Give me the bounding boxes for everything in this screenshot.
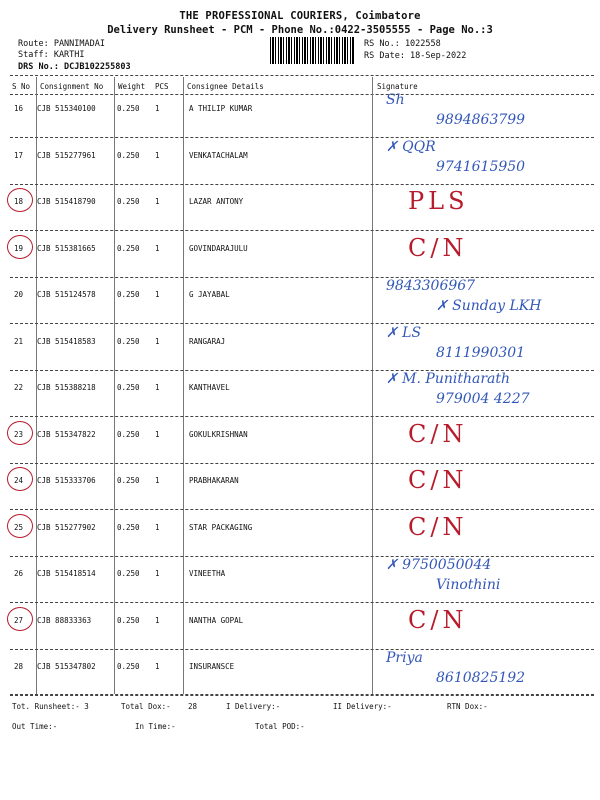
signature-cell xyxy=(378,555,593,599)
row-consignment-no: CJB 515418514 xyxy=(37,569,96,578)
row-sno: 16 xyxy=(14,104,24,113)
rs-date: RS Date: 18-Sep-2022 xyxy=(364,51,467,61)
handwritten-phone: Vinothini xyxy=(436,577,501,593)
row-sno: 17 xyxy=(14,150,24,160)
row-consignment-no: CJB 515418790 xyxy=(37,197,96,206)
out-time: Out Time:- xyxy=(12,722,58,731)
row-sno: 26 xyxy=(14,569,24,578)
handwritten-signature: ✗ LS xyxy=(386,324,422,341)
col-header-sno: S No xyxy=(12,82,31,91)
col-header-pcs: PCS xyxy=(155,82,169,91)
row-pcs: 1 xyxy=(155,569,160,578)
rs-number: RS No.: 1022558 xyxy=(364,39,441,49)
divider xyxy=(10,694,594,695)
row-weight: 0.250 xyxy=(117,197,140,206)
col-header-signature: Signature xyxy=(377,82,418,91)
signature-cell xyxy=(378,416,593,460)
row-pcs: 1 xyxy=(155,197,160,206)
row-sno: 18 xyxy=(14,197,24,206)
signature-cell xyxy=(378,462,593,506)
red-circle-mark xyxy=(7,235,33,259)
rtn-dox: RTN Dox:- xyxy=(447,702,488,711)
row-consignment-no: CJB 515418583 xyxy=(37,336,96,346)
signature-cell xyxy=(378,137,593,181)
company-title: THE PROFESSIONAL COURIERS, Coimbatore xyxy=(179,10,421,22)
row-consignee: LAZAR ANTONY xyxy=(189,197,244,206)
row-weight: 0.250 xyxy=(117,243,140,253)
handwritten-phone: 9741615950 xyxy=(436,158,526,175)
row-sno: 24 xyxy=(14,476,24,485)
row-sno: 22 xyxy=(14,383,24,392)
row-weight: 0.250 xyxy=(117,615,140,625)
row-sno: 20 xyxy=(14,290,24,299)
route: Route: PANNIMADAI xyxy=(18,39,105,49)
col-header-consignment: Consignment No xyxy=(40,82,104,91)
handwritten-phone: 979004 4227 xyxy=(436,391,530,407)
signature-cell xyxy=(378,183,593,227)
runsheet-subtitle: Delivery Runsheet - PCM - Phone No.:0422-3505555 - Page No.:3 xyxy=(107,24,493,36)
row-consignment-no: CJB 515277961 xyxy=(37,150,96,160)
row-weight: 0.250 xyxy=(117,476,140,485)
row-weight: 0.250 xyxy=(117,662,140,671)
handwritten-phone: 8610825192 xyxy=(436,670,526,686)
row-consignee: KANTHAVEL xyxy=(189,383,230,392)
red-circle-mark xyxy=(7,607,33,631)
handwritten-phone: 9894863799 xyxy=(436,112,526,128)
row-consignment-no: CJB 515347822 xyxy=(37,429,96,439)
total-dox-value: 28 xyxy=(188,702,198,711)
row-consignment-no: CJB 515340100 xyxy=(37,104,96,113)
handwritten-signature: C/N xyxy=(408,466,468,494)
row-consignee: RANGARAJ xyxy=(189,336,226,346)
row-sno: 19 xyxy=(14,243,24,253)
signature-cell xyxy=(378,509,593,553)
row-consignee: STAR PACKAGING xyxy=(189,522,253,532)
staff: Staff: KARTHI xyxy=(18,50,85,60)
row-pcs: 1 xyxy=(155,290,160,299)
signature-cell xyxy=(378,648,593,692)
row-consignment-no: CJB 515124578 xyxy=(37,290,96,299)
row-consignment-no: CJB 515333706 xyxy=(37,476,96,485)
row-consignment-no: CJB 515381665 xyxy=(37,243,96,253)
handwritten-signature: ✗ 9750050044 xyxy=(386,557,492,573)
row-sno: 25 xyxy=(14,522,24,532)
row-weight: 0.250 xyxy=(117,150,140,160)
table-row xyxy=(0,650,600,708)
row-consignee: G JAYABAL xyxy=(189,290,230,299)
row-consignee: GOKULKRISHNAN xyxy=(189,429,248,439)
tot-runsheet: Tot. Runsheet:- 3 xyxy=(12,702,89,711)
row-weight: 0.250 xyxy=(117,104,140,113)
row-consignee: VINEETHA xyxy=(189,569,226,578)
row-consignment-no: CJB 515388218 xyxy=(37,383,96,392)
red-circle-mark xyxy=(7,188,33,212)
row-consignee: NANTHA GOPAL xyxy=(189,615,244,625)
divider xyxy=(10,695,594,696)
red-circle-mark xyxy=(7,421,33,445)
row-weight: 0.250 xyxy=(117,429,140,439)
total-pod: Total POD:- xyxy=(255,722,305,731)
total-dox-label: Total Dox:- xyxy=(121,702,171,711)
row-consignment-no: CJB 515347802 xyxy=(37,662,96,671)
row-weight: 0.250 xyxy=(117,569,140,578)
signature-cell xyxy=(378,602,593,646)
handwritten-signature: ✗ QQR xyxy=(386,138,436,155)
handwritten-signature: ✗ M. Punitharath xyxy=(386,371,511,387)
row-pcs: 1 xyxy=(155,243,160,253)
signature-cell xyxy=(378,90,593,134)
divider xyxy=(10,75,594,76)
i-delivery: I Delivery:- xyxy=(226,702,281,711)
row-consignee: VENKATACHALAM xyxy=(189,150,248,160)
col-header-consignee: Consignee Details xyxy=(187,82,264,91)
row-weight: 0.250 xyxy=(117,522,140,532)
row-consignee: GOVINDARAJULU xyxy=(189,243,248,253)
row-sno: 27 xyxy=(14,615,24,625)
barcode xyxy=(270,37,354,64)
row-consignee: PRABHAKARAN xyxy=(189,476,239,485)
row-pcs: 1 xyxy=(155,150,160,160)
row-sno: 28 xyxy=(14,662,24,671)
row-weight: 0.250 xyxy=(117,336,140,346)
handwritten-signature: C/N xyxy=(408,419,468,448)
signature-cell xyxy=(378,369,593,413)
signature-cell xyxy=(378,323,593,367)
row-pcs: 1 xyxy=(155,615,160,625)
row-pcs: 1 xyxy=(155,429,160,439)
red-circle-mark xyxy=(7,514,33,538)
col-header-weight: Weight xyxy=(118,82,146,91)
row-pcs: 1 xyxy=(155,522,160,532)
handwritten-signature: Priya xyxy=(386,650,423,666)
handwritten-signature: 9843306967 xyxy=(386,278,476,294)
handwritten-phone: 8111990301 xyxy=(436,344,526,361)
row-weight: 0.250 xyxy=(117,290,140,299)
row-sno: 23 xyxy=(14,429,24,439)
row-consignee: INSURANSCE xyxy=(189,662,235,671)
row-consignment-no: CJB 88833363 xyxy=(37,615,92,625)
signature-cell xyxy=(378,230,593,274)
handwritten-phone: ✗ Sunday LKH xyxy=(436,298,542,314)
handwritten-signature: C/N xyxy=(408,605,468,634)
handwritten-signature: PLS xyxy=(408,187,469,215)
row-pcs: 1 xyxy=(155,476,160,485)
row-sno: 21 xyxy=(14,336,24,346)
row-consignment-no: CJB 515277902 xyxy=(37,522,96,532)
in-time: In Time:- xyxy=(135,722,176,731)
row-pcs: 1 xyxy=(155,336,160,346)
row-consignee: A THILIP KUMAR xyxy=(189,104,253,113)
row-pcs: 1 xyxy=(155,383,160,392)
row-pcs: 1 xyxy=(155,104,160,113)
handwritten-signature: C/N xyxy=(408,233,468,262)
red-circle-mark xyxy=(7,467,33,491)
row-weight: 0.250 xyxy=(117,383,140,392)
handwritten-signature: C/N xyxy=(408,512,468,541)
row-pcs: 1 xyxy=(155,662,160,671)
signature-cell xyxy=(378,276,593,320)
ii-delivery: II Delivery:- xyxy=(333,702,392,711)
handwritten-signature: Sh xyxy=(386,92,405,108)
drs-number: DRS No.: DCJB102255803 xyxy=(18,62,131,72)
